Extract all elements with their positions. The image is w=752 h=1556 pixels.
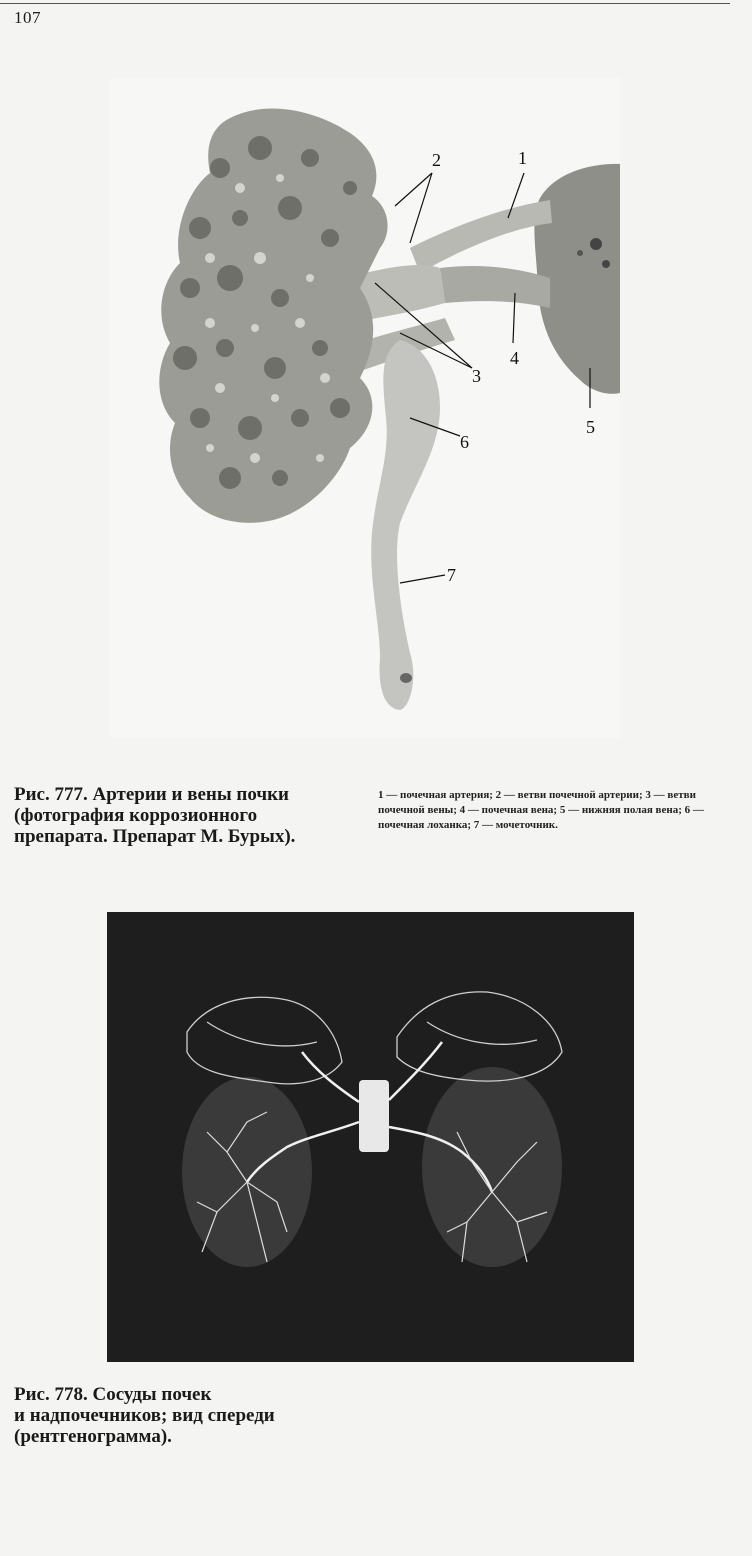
label-6: 6 [460, 432, 469, 452]
page-number: 107 [14, 8, 41, 27]
figure-777-photo [110, 78, 620, 738]
label-5: 5 [586, 417, 595, 437]
label-2: 2 [432, 150, 441, 170]
label-1: 1 [518, 148, 527, 168]
figure-777-legend: 1 — почечная артерия; 2 — ветви почечной артерии; 3 — ветви почечной вены; 4 — почечная вена; 5 — нижняя полая вена; 6 — почечная лоханка; 7 — мочеточник. [378, 789, 704, 831]
label-4: 4 [510, 348, 519, 368]
figure-777-caption: Рис. 777. Артерии и вены почки (фотография коррозионного препарата. Препарат М. Бурых). [14, 784, 296, 847]
figure-778-xray [107, 912, 634, 1362]
top-rule [0, 3, 730, 4]
label-3: 3 [472, 366, 481, 386]
figure-778-caption: Рис. 778. Сосуды почек и надпочечников; вид спереди (рентгенограмма). [14, 1384, 275, 1447]
label-7: 7 [447, 565, 456, 585]
